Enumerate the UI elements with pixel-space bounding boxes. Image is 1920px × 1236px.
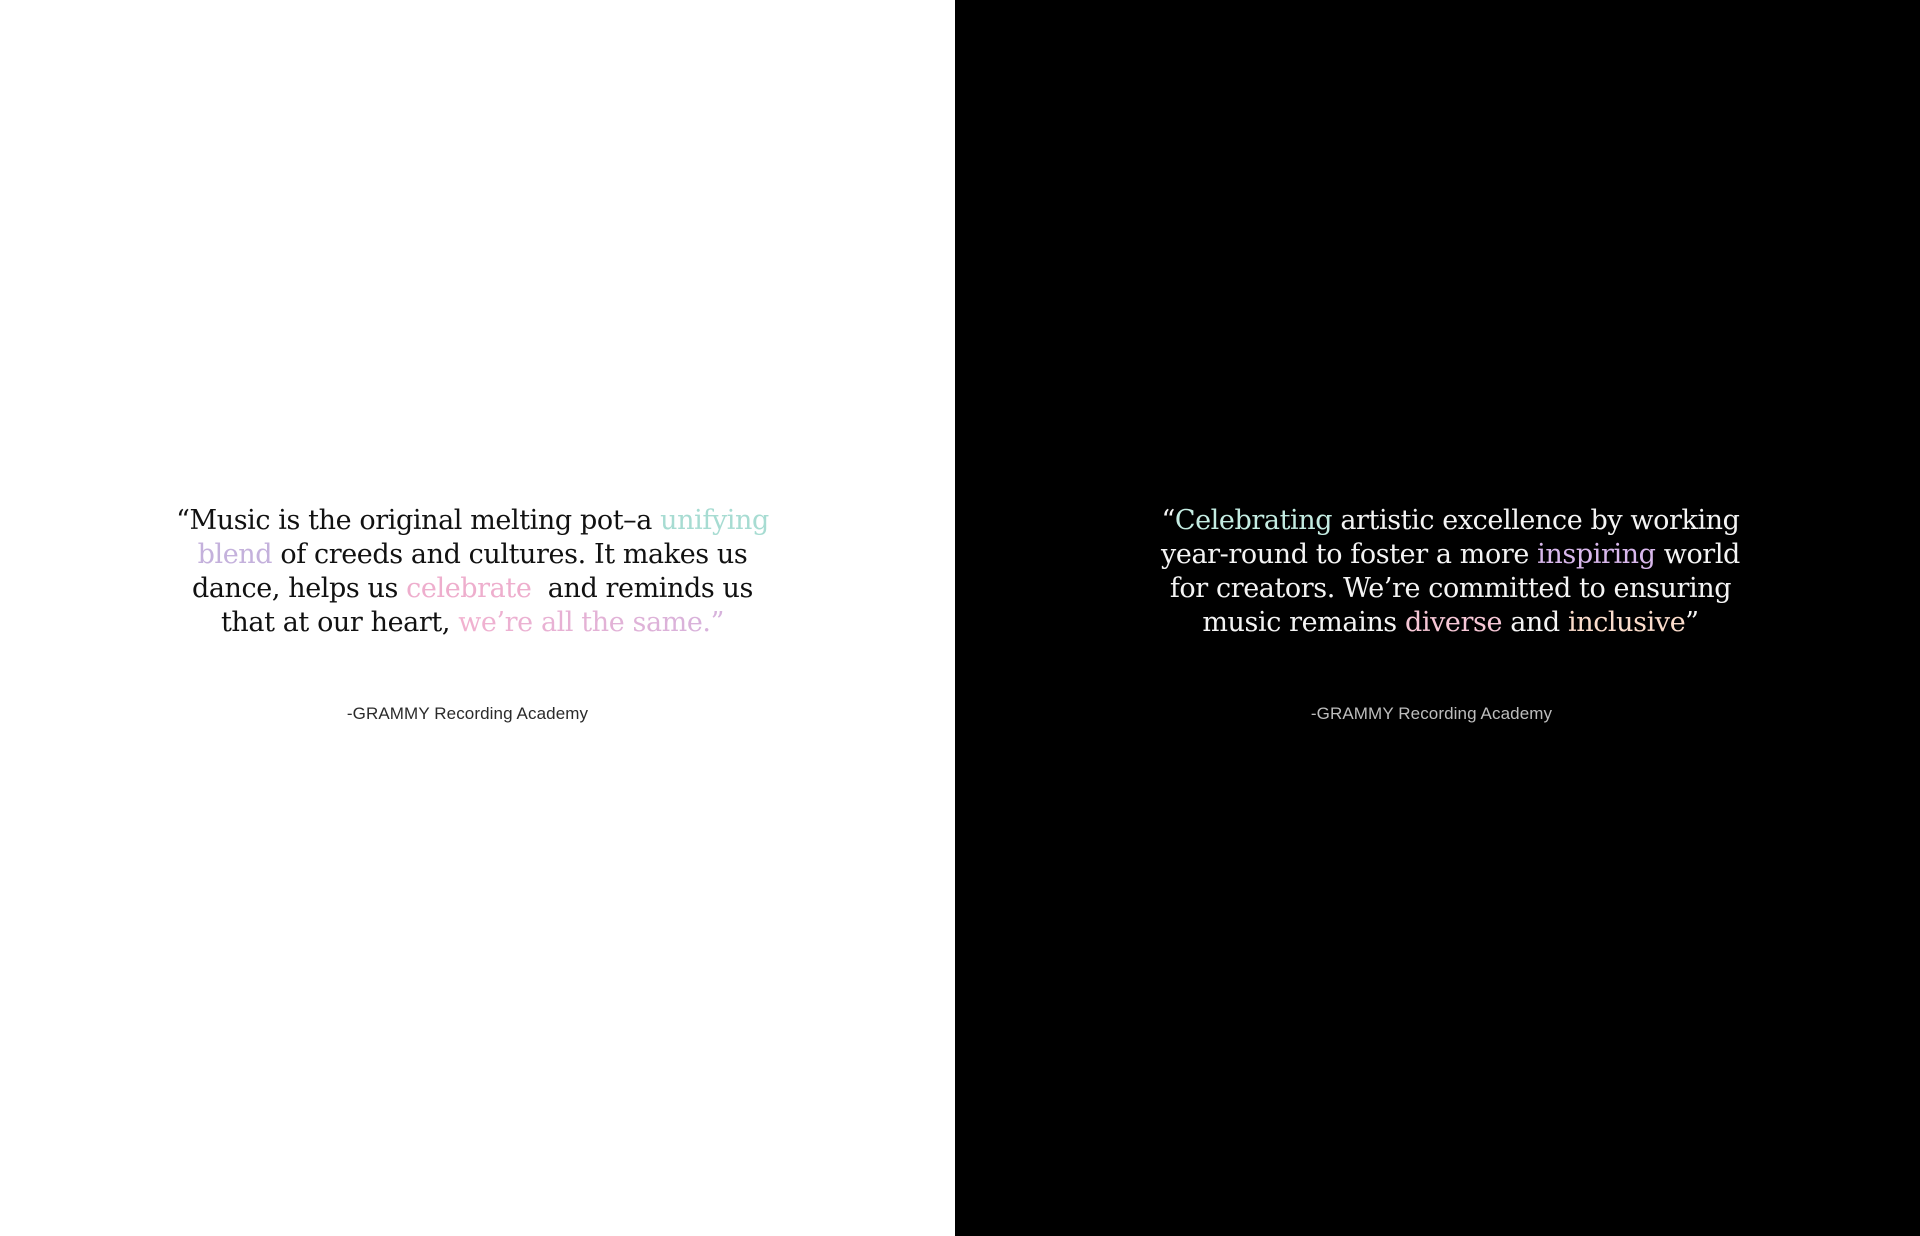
quote-text: “Music is the original melting pot–a (176, 505, 661, 536)
quote-line-2 (163, 538, 783, 572)
mission-quote (1141, 504, 1761, 640)
quote-attribution: -GRAMMY Recording Academy (346, 704, 589, 723)
quote-text: and reminds us (531, 573, 754, 604)
quote-line-1 (1141, 504, 1761, 538)
quote-line-4 (163, 606, 783, 640)
highlight-diverse: diverse (1404, 607, 1503, 638)
quote-line-1 (163, 504, 783, 538)
quote-text: and (1502, 607, 1568, 638)
quote-line-3 (163, 572, 783, 606)
quote-attribution: -GRAMMY Recording Academy (1310, 704, 1553, 723)
quote-line-4 (1141, 606, 1761, 640)
highlight-inclusive: inclusive (1567, 607, 1686, 638)
right-quote-panel (955, 0, 1920, 1236)
quote-line-2 (1141, 538, 1761, 572)
quote-text: artistic excellence by working (1332, 505, 1740, 536)
highlight-celebrate: celebrate (406, 573, 532, 604)
close-quote-mark: ” (1685, 607, 1699, 638)
quote-text: year-round to foster a more (1161, 539, 1538, 570)
quote-text: of creeds and cultures. It makes us (272, 539, 748, 570)
highlight-all-the-same: we’re all the same.” (458, 607, 725, 638)
highlight-unifying: unifying (660, 505, 769, 536)
quote-text: music remains (1202, 607, 1405, 638)
quote-text: world (1655, 539, 1740, 570)
quote-line-3 (1141, 572, 1761, 606)
quote-text: that at our heart, (220, 607, 459, 638)
highlight-blend: blend (197, 539, 273, 570)
music-melting-pot-quote (163, 504, 783, 640)
quote-text: dance, helps us (191, 573, 407, 604)
highlight-inspiring: inspiring (1537, 539, 1656, 570)
open-quote-mark: “ (1161, 505, 1175, 536)
quote-text: for creators. We’re committed to ensuring (1169, 573, 1732, 604)
left-quote-panel (0, 0, 955, 1236)
highlight-celebrating: Celebrating (1174, 505, 1333, 536)
